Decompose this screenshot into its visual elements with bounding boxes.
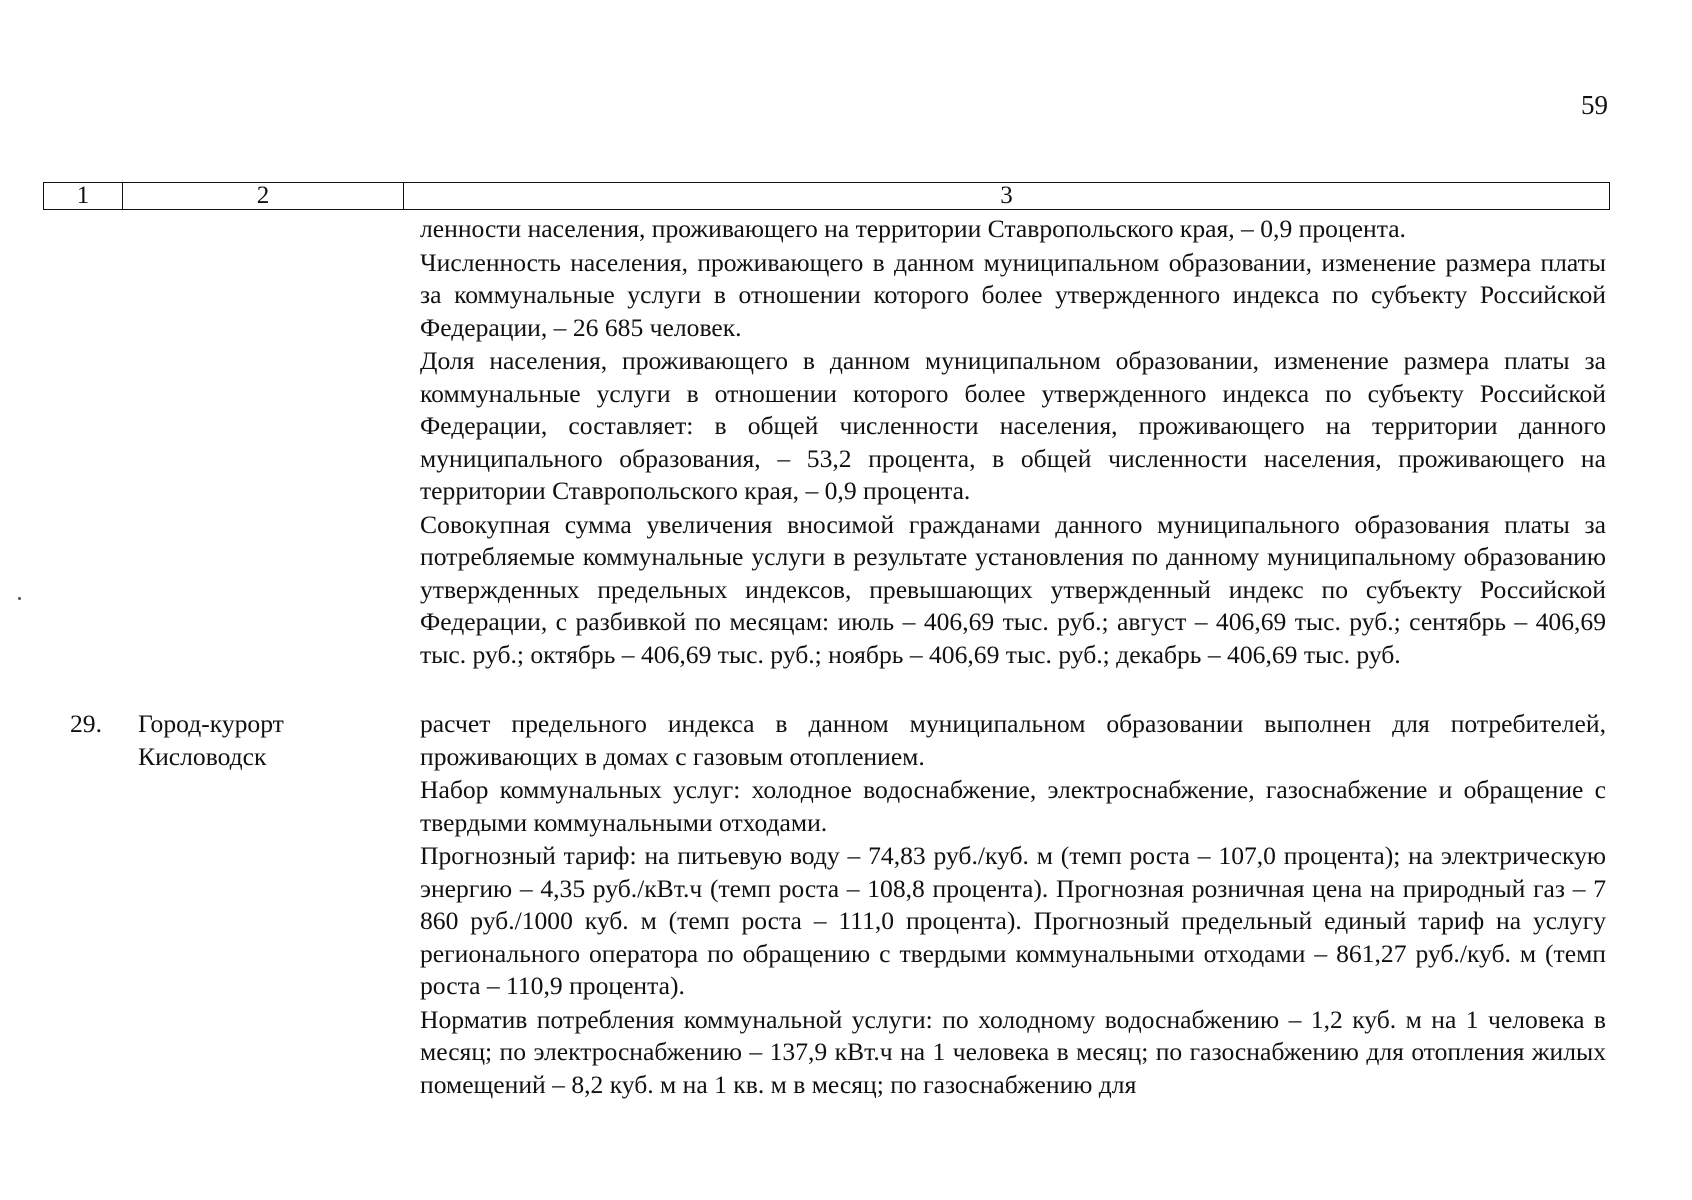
continuation-paragraph: Совокупная сумма увеличения вносимой гражданами данного муниципального образования платы за потребляемые коммунальные услуги в результате установления по данному муниципальному образованию утвержденных предельных индексов, превышающих утвержденный индекс по субъекту Российской Федерации, с разбивкой по месяцам: июль – 406,69 тыс. руб.; август – 406,69 тыс. руб.; сентябрь – 406,69 тыс. руб.; октябрь – 406,69 тыс. руб.; ноябрь – 406,69 тыс. руб.; декабрь – 406,69 тыс. руб.	[420, 509, 1606, 669]
row-29-text	[420, 708, 1606, 1101]
row-paragraph: расчет предельного индекса в данном муниципальном образовании выполнен для потребителей, проживающих в домах с газовым отоплением.	[420, 709, 1606, 771]
continuation-paragraph: Доля населения, проживающего в данном муниципальном образовании, изменение размера платы за коммунальные услуги в отношении которого более утвержденного индекса по субъекту Российской Федерации, составляет: в общей численности населения, проживающего на территории данного муниципального образования, – 53,2 процента, в общей численности населения, проживающего на территории Ставропольского края, – 0,9 процента.	[420, 346, 1606, 505]
scan-speck	[18, 597, 21, 600]
row-paragraph: Набор коммунальных услуг: холодное водоснабжение, электроснабжение, газоснабжение и обращение с твердыми коммунальными отходами.	[420, 775, 1606, 837]
continuation-paragraph: ленности населения, проживающего на территории Ставропольского края, – 0,9 процента.	[420, 214, 1406, 243]
table-header-col-2: 2	[122, 183, 403, 209]
municipality-name: Город-курорт Кисловодск	[138, 709, 284, 771]
table-header-row	[43, 182, 1610, 210]
table-header-col-1: 1	[76, 182, 90, 209]
table-header-col-3: 3	[403, 183, 1609, 209]
continuation-text	[420, 213, 1606, 671]
page-number: 59	[1581, 90, 1608, 120]
row-number: 29.	[70, 709, 102, 738]
row-paragraph: Прогнозный тариф: на питьевую воду – 74,83 руб./куб. м (темп роста – 107,0 процента); на электрическую энергию – 4,35 руб./кВт.ч (темп роста – 108,8 процента). Прогнозная розничная цена на природный газ – 7 860 руб./1000 куб. м (темп роста – 111,0 процента). Прогнозный предельный единый тариф на услугу регионального оператора по обращению с твердыми коммунальными отходами – 861,27 руб./куб. м (темп роста – 110,9 процента).	[420, 841, 1606, 1000]
row-paragraph: Норматив потребления коммунальной услуги: по холодному водоснабжению – 1,2 куб. м на 1 человека в месяц; по электроснабжению – 137,9 кВт.ч на 1 человека в месяц; по газоснабжению для отопления жилых помещений – 8,2 куб. м на 1 кв. м в месяц; по газоснабжению для	[420, 1004, 1606, 1099]
continuation-paragraph: Численность населения, проживающего в данном муниципальном образовании, изменение размера платы за коммунальные услуги в отношении которого более утвержденного индекса по субъекту Российской Федерации, – 26 685 человек.	[420, 247, 1606, 342]
